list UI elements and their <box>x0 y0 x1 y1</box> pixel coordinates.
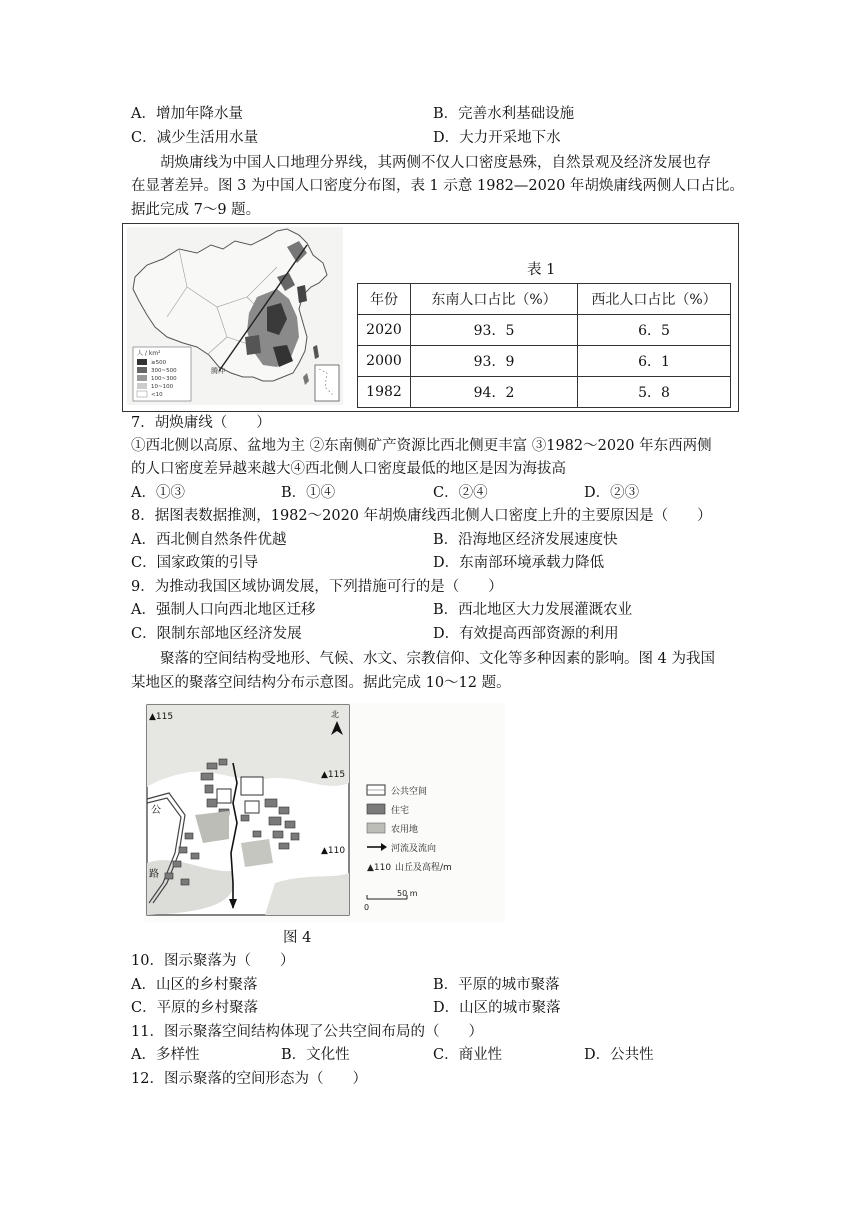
q8-option-d: D．东南部环境承载力降低 <box>433 555 605 571</box>
q9-option-b: B．西北地区大力发展灌溉农业 <box>433 602 633 618</box>
map-legend-title: 人 / km² <box>137 350 161 357</box>
table-header-cell: 西北人口占比（%） <box>578 284 731 315</box>
road-label-1: 公 <box>151 805 161 816</box>
table-row <box>358 377 731 408</box>
figure4-settlement-map <box>145 703 505 923</box>
q10-option-a: A．山区的乡村聚落 <box>131 977 258 993</box>
q7-option-a: A．①③ <box>131 485 185 501</box>
table-row <box>358 346 731 377</box>
q10-option-b: B．平原的城市聚落 <box>433 977 560 993</box>
q7-option-b: B．①④ <box>281 485 336 501</box>
q11-option-a: A．多样性 <box>131 1047 200 1063</box>
legend-hill: 山丘及高程/m <box>395 863 452 873</box>
q6-option-a: A．增加年降水量 <box>131 106 243 122</box>
scale-label: 50 m <box>397 889 418 898</box>
q7-option-c: C．②④ <box>433 485 488 501</box>
q9-option-d: D．有效提高西部资源的利用 <box>433 626 619 642</box>
table-header-cell: 年份 <box>358 284 411 315</box>
table-cell: 2000 <box>358 346 411 377</box>
peak-label-bottom: ▲110 <box>321 846 346 856</box>
q9-stem: 9．为推动我国区域协调发展，下列措施可行的是（ ） <box>131 579 503 595</box>
q11-option-b: B．文化性 <box>281 1047 350 1063</box>
q9-option-c: C．限制东部地区经济发展 <box>131 626 302 642</box>
legend-river: 河流及流向 <box>391 844 437 854</box>
q10-stem: 10．图示聚落为（ ） <box>131 953 295 969</box>
table-cell: 6．5 <box>578 315 731 346</box>
table-cell: 2020 <box>358 315 411 346</box>
intro1-line2: 在显著差异。图 3 为中国人口密度分布图，表 1 示意 1982—2020 年胡焕庸线两侧人口占比。 <box>131 178 744 194</box>
road-label-2: 路 <box>149 869 159 880</box>
map-legend-item: <10 <box>151 392 163 398</box>
table1 <box>357 283 731 408</box>
intro1-line3: 据此完成 7～9 题。 <box>131 202 261 218</box>
table-header-cell: 东南人口占比（%） <box>411 284 578 315</box>
table-cell: 1982 <box>358 377 411 408</box>
q6-option-d: D．大力开采地下水 <box>433 130 561 146</box>
legend-peak-sample: ▲110 <box>367 863 392 873</box>
table1-title: 表 1 <box>527 262 556 278</box>
table-header-row <box>358 284 731 315</box>
q8-stem: 8．据图表数据推测，1982～2020 年胡焕庸线西北侧人口密度上升的主要原因是（ ） <box>131 508 712 524</box>
q11-option-c: C．商业性 <box>433 1047 503 1063</box>
china-population-density-map <box>127 227 343 405</box>
q8-option-b: B．沿海地区经济发展速度快 <box>433 532 618 548</box>
q10-option-c: C．平原的乡村聚落 <box>131 1000 259 1016</box>
q8-option-a: A．西北侧自然条件优越 <box>131 532 287 548</box>
q8-option-c: C．国家政策的引导 <box>131 555 259 571</box>
q11-stem: 11．图示聚落空间结构体现了公共空间布局的（ ） <box>131 1024 483 1040</box>
peak-label-right: ▲115 <box>321 770 346 780</box>
map-legend-item: 100~300 <box>151 376 177 382</box>
table-row <box>358 315 731 346</box>
peak-label-topleft: ▲115 <box>149 712 174 722</box>
q12-stem: 12．图示聚落的空间形态为（ ） <box>131 1071 367 1087</box>
map-legend-item: 10~100 <box>151 384 174 390</box>
q7-statement-line2: 的人口密度差异越来越大④西北侧人口密度最低的地区是因为海拔高 <box>131 461 566 477</box>
legend-farmland: 农用地 <box>391 825 419 835</box>
table-cell: 94．2 <box>411 377 578 408</box>
q7-stem: 7．胡焕庸线（ ） <box>131 415 271 431</box>
q10-option-d: D．山区的城市聚落 <box>433 1000 561 1016</box>
intro1-line1: 胡焕庸线为中国人口地理分界线，其两侧不仅人口密度悬殊，自然景观及经济发展也存 <box>160 155 711 171</box>
q7-statement-line1: ①西北侧以高原、盆地为主 ②东南侧矿产资源比西北侧更丰富 ③1982～2020 年东西两侧 <box>131 438 712 454</box>
q11-option-d: D．公共性 <box>584 1047 654 1063</box>
map-label-tengchong: 腾冲 <box>211 367 225 375</box>
north-label: 北 <box>331 710 339 719</box>
intro2-line2: 某地区的聚落空间结构分布示意图。据此完成 10～12 题。 <box>131 675 511 691</box>
scale-zero: 0 <box>364 903 370 912</box>
table-cell: 93．9 <box>411 346 578 377</box>
table-cell: 93．5 <box>411 315 578 346</box>
q6-option-c: C．减少生活用水量 <box>131 130 259 146</box>
map-legend-item: 300~500 <box>151 368 177 374</box>
q6-option-b: B．完善水利基础设施 <box>433 106 575 122</box>
table-cell: 5．8 <box>578 377 731 408</box>
intro2-line1: 聚落的空间结构受地形、气候、水文、宗教信仰、文化等多种因素的影响。图 4 为我国 <box>160 651 715 667</box>
figure4-caption: 图 4 <box>283 930 312 946</box>
q9-option-a: A．强制人口向西北地区迁移 <box>131 602 316 618</box>
q7-option-d: D．②③ <box>584 485 640 501</box>
legend-public-space: 公共空间 <box>391 787 428 797</box>
table-cell: 6．1 <box>578 346 731 377</box>
map-legend-item: ≥500 <box>151 360 167 366</box>
legend-housing: 住宅 <box>391 806 410 816</box>
